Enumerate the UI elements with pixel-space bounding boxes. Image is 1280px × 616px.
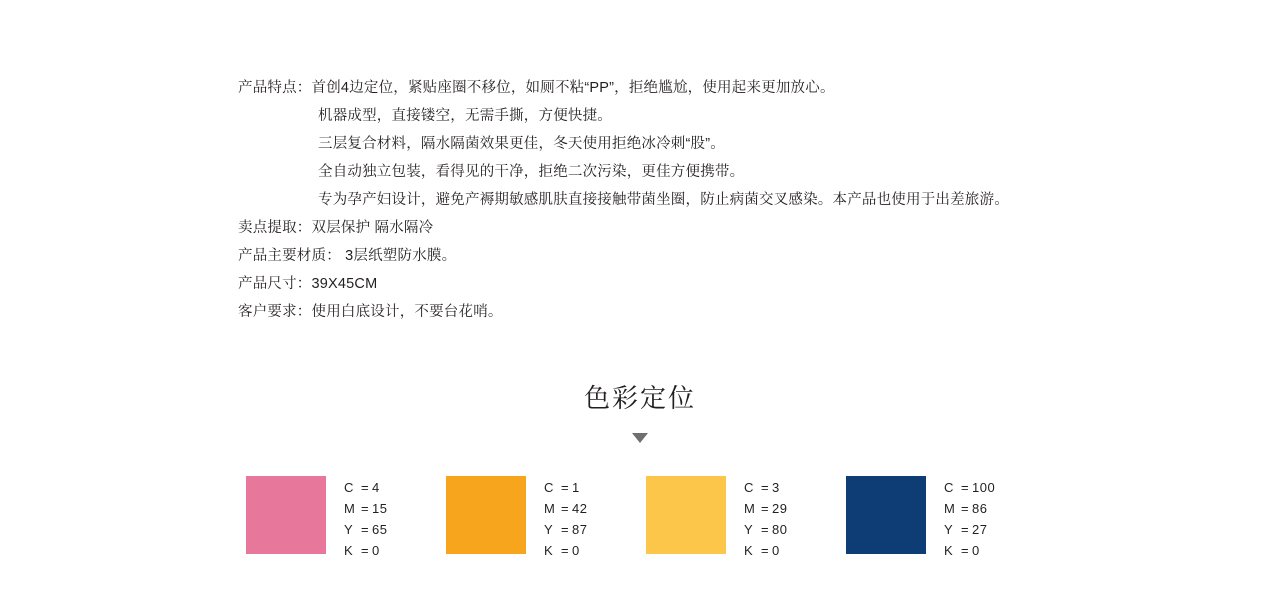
- equals-sign: =: [360, 480, 370, 495]
- color-channel-label: C: [944, 480, 954, 495]
- spec-line: 产品特点：首创4边定位，紧贴座圈不移位，如厕不粘“PP”，拒绝尴尬，使用起来更加放心。: [238, 80, 835, 96]
- color-channel-row: [344, 519, 387, 540]
- color-swatch-group: [246, 476, 446, 561]
- color-channel-value: 0: [572, 543, 580, 558]
- color-channel-row: [744, 498, 787, 519]
- equals-sign: =: [560, 543, 570, 558]
- color-channel-label: M: [944, 501, 956, 516]
- color-channel-value: 80: [772, 522, 788, 537]
- equals-sign: =: [960, 501, 970, 516]
- color-channel-value: 4: [372, 480, 380, 495]
- color-swatch-group: [846, 476, 1046, 561]
- color-channel-value: 42: [572, 501, 588, 516]
- spec-line: 产品尺寸：39X45CM: [238, 276, 378, 292]
- product-spec-block: [238, 74, 1038, 326]
- color-swatch-row: [246, 476, 1046, 561]
- equals-sign: =: [760, 522, 770, 537]
- color-channel-row: [744, 477, 787, 498]
- equals-sign: =: [760, 543, 770, 558]
- equals-sign: =: [960, 522, 970, 537]
- color-channel-label: Y: [344, 522, 354, 537]
- equals-sign: =: [560, 501, 570, 516]
- spec-line: 全自动独立包装，看得见的干净，拒绝二次污染，更佳方便携带。: [318, 164, 745, 180]
- color-channel-label: K: [744, 543, 754, 558]
- color-channel-label: K: [544, 543, 554, 558]
- color-channel-value: 27: [972, 522, 988, 537]
- color-swatch-chip: [646, 476, 726, 554]
- color-channel-value: 65: [372, 522, 388, 537]
- color-swatch-values: [726, 476, 787, 561]
- color-channel-row: [744, 519, 787, 540]
- color-swatch-values: [526, 476, 587, 561]
- color-channel-label: M: [344, 501, 356, 516]
- color-channel-value: 0: [372, 543, 380, 558]
- color-channel-label: M: [744, 501, 756, 516]
- spec-line: 专为孕产妇设计，避免产褥期敏感肌肤直接接触带菌坐圈，防止病菌交叉感染。本产品也使用于出差旅游。: [318, 192, 1009, 208]
- color-channel-row: [944, 477, 995, 498]
- color-channel-row: [344, 540, 387, 561]
- equals-sign: =: [360, 522, 370, 537]
- color-swatch-values: [926, 476, 995, 561]
- color-channel-label: Y: [544, 522, 554, 537]
- color-swatch-values: [326, 476, 387, 561]
- spec-line: 产品主要材质： 3层纸塑防水膜。: [238, 248, 457, 264]
- equals-sign: =: [360, 501, 370, 516]
- color-channel-row: [944, 540, 995, 561]
- color-channel-label: C: [544, 480, 554, 495]
- color-channel-value: 100: [972, 480, 996, 495]
- equals-sign: =: [960, 543, 970, 558]
- color-channel-row: [544, 540, 587, 561]
- equals-sign: =: [560, 480, 570, 495]
- color-channel-row: [344, 477, 387, 498]
- color-channel-value: 15: [372, 501, 388, 516]
- color-channel-row: [944, 519, 995, 540]
- color-channel-value: 87: [572, 522, 588, 537]
- color-channel-value: 3: [772, 480, 780, 495]
- color-channel-label: Y: [944, 522, 954, 537]
- spec-line: 三层复合材料，隔水隔菌效果更佳，冬天使用拒绝冰冷刺“股”。: [318, 136, 725, 152]
- color-swatch-group: [446, 476, 646, 561]
- color-channel-label: Y: [744, 522, 754, 537]
- color-swatch-chip: [446, 476, 526, 554]
- color-channel-row: [744, 540, 787, 561]
- color-channel-label: M: [544, 501, 556, 516]
- color-swatch-chip: [846, 476, 926, 554]
- equals-sign: =: [960, 480, 970, 495]
- color-channel-value: 1: [572, 480, 580, 495]
- color-channel-value: 0: [972, 543, 980, 558]
- color-swatch-group: [646, 476, 846, 561]
- color-section-title: 色彩定位: [583, 383, 696, 413]
- color-channel-row: [344, 498, 387, 519]
- spec-line: 卖点提取：双层保护 隔水隔冷: [238, 220, 434, 236]
- equals-sign: =: [760, 501, 770, 516]
- color-channel-row: [544, 519, 587, 540]
- equals-sign: =: [760, 480, 770, 495]
- color-channel-row: [544, 498, 587, 519]
- arrow-down-icon: [632, 433, 648, 443]
- equals-sign: =: [360, 543, 370, 558]
- color-channel-value: 29: [772, 501, 788, 516]
- color-channel-value: 0: [772, 543, 780, 558]
- equals-sign: =: [560, 522, 570, 537]
- color-channel-label: C: [344, 480, 354, 495]
- color-swatch-chip: [246, 476, 326, 554]
- color-channel-label: K: [344, 543, 354, 558]
- color-channel-label: C: [744, 480, 754, 495]
- spec-line: 客户要求：使用白底设计，不要台花哨。: [238, 304, 503, 320]
- spec-line: 机器成型，直接镂空，无需手撕，方便快捷。: [318, 108, 612, 124]
- color-channel-row: [544, 477, 587, 498]
- color-channel-row: [944, 498, 995, 519]
- color-channel-label: K: [944, 543, 954, 558]
- color-channel-value: 86: [972, 501, 988, 516]
